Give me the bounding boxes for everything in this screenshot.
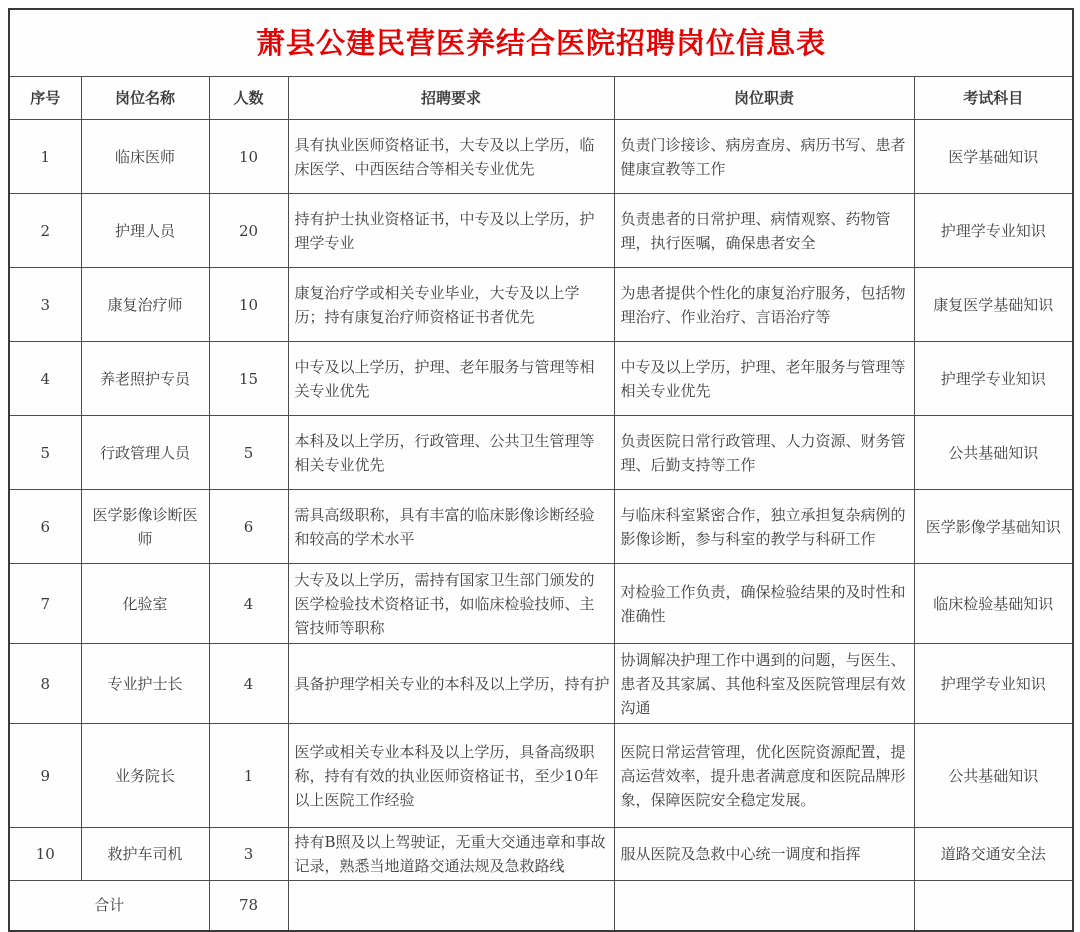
cell-requirements: 持有B照及以上驾驶证，无重大交通违章和事故记录，熟悉当地道路交通法规及急救路线 [288, 828, 614, 881]
cell-count: 10 [209, 120, 288, 194]
column-header-duties: 岗位职责 [614, 77, 914, 120]
column-header-position: 岗位名称 [81, 77, 209, 120]
cell-position: 医学影像诊断医师 [81, 490, 209, 564]
title-row [9, 9, 1073, 77]
total-label: 合计 [9, 881, 209, 931]
cell-duties: 为患者提供个性化的康复治疗服务，包括物理治疗、作业治疗、言语治疗等 [614, 268, 914, 342]
cell-no: 6 [9, 490, 81, 564]
cell-count: 4 [209, 564, 288, 644]
recruitment-table-page [8, 8, 1072, 932]
cell-count: 15 [209, 342, 288, 416]
table-row [9, 120, 1073, 194]
title-cell [9, 9, 1073, 77]
total-empty-exam [914, 881, 1073, 931]
cell-requirements: 康复治疗学或相关专业毕业，大专及以上学历；持有康复治疗师资格证书者优先 [288, 268, 614, 342]
cell-count: 10 [209, 268, 288, 342]
column-header-count: 人数 [209, 77, 288, 120]
table-row [9, 194, 1073, 268]
cell-no: 7 [9, 564, 81, 644]
cell-exam: 公共基础知识 [914, 416, 1073, 490]
cell-requirements: 具有执业医师资格证书，大专及以上学历，临床医学、中西医结合等相关专业优先 [288, 120, 614, 194]
total-empty-requirements [288, 881, 614, 931]
cell-position: 业务院长 [81, 724, 209, 828]
cell-requirements: 中专及以上学历，护理、老年服务与管理等相关专业优先 [288, 342, 614, 416]
cell-exam: 医学基础知识 [914, 120, 1073, 194]
cell-count: 20 [209, 194, 288, 268]
cell-exam: 护理学专业知识 [914, 342, 1073, 416]
cell-count: 3 [209, 828, 288, 881]
cell-exam: 医学影像学基础知识 [914, 490, 1073, 564]
cell-position: 护理人员 [81, 194, 209, 268]
cell-position: 行政管理人员 [81, 416, 209, 490]
cell-exam: 护理学专业知识 [914, 194, 1073, 268]
table-row [9, 828, 1073, 881]
cell-position: 救护车司机 [81, 828, 209, 881]
cell-no: 2 [9, 194, 81, 268]
cell-exam: 公共基础知识 [914, 724, 1073, 828]
cell-no: 1 [9, 120, 81, 194]
cell-no: 5 [9, 416, 81, 490]
cell-duties: 与临床科室紧密合作，独立承担复杂病例的影像诊断，参与科室的教学与科研工作 [614, 490, 914, 564]
cell-position: 养老照护专员 [81, 342, 209, 416]
cell-exam: 道路交通安全法 [914, 828, 1073, 881]
cell-no: 10 [9, 828, 81, 881]
cell-exam: 护理学专业知识 [914, 644, 1073, 724]
cell-count: 6 [209, 490, 288, 564]
total-row [9, 881, 1073, 931]
cell-no: 3 [9, 268, 81, 342]
cell-duties: 协调解决护理工作中遇到的问题，与医生、患者及其家属、其他科室及医院管理层有效沟通 [614, 644, 914, 724]
cell-count: 4 [209, 644, 288, 724]
page-title: 萧县公建民营医养结合医院招聘岗位信息表 [256, 26, 827, 60]
table-row [9, 724, 1073, 828]
cell-duties: 服从医院及急救中心统一调度和指挥 [614, 828, 914, 881]
table-row [9, 342, 1073, 416]
cell-duties: 中专及以上学历，护理、老年服务与管理等相关专业优先 [614, 342, 914, 416]
column-header-exam: 考试科目 [914, 77, 1073, 120]
table-row [9, 644, 1073, 724]
cell-position: 化验室 [81, 564, 209, 644]
cell-requirements: 持有护士执业资格证书，中专及以上学历，护理学专业 [288, 194, 614, 268]
cell-count: 1 [209, 724, 288, 828]
cell-count: 5 [209, 416, 288, 490]
cell-duties: 负责门诊接诊、病房查房、病历书写、患者健康宣教等工作 [614, 120, 914, 194]
table-row [9, 416, 1073, 490]
total-empty-duties [614, 881, 914, 931]
cell-requirements: 需具高级职称，具有丰富的临床影像诊断经验和较高的学术水平 [288, 490, 614, 564]
cell-exam: 康复医学基础知识 [914, 268, 1073, 342]
cell-no: 4 [9, 342, 81, 416]
cell-position: 专业护士长 [81, 644, 209, 724]
cell-position: 康复治疗师 [81, 268, 209, 342]
cell-requirements: 医学或相关专业本科及以上学历，具备高级职称，持有有效的执业医师资格证书，至少10年以上医院工作经验 [288, 724, 614, 828]
cell-duties: 负责患者的日常护理、病情观察、药物管理，执行医嘱，确保患者安全 [614, 194, 914, 268]
cell-duties: 对检验工作负责，确保检验结果的及时性和准确性 [614, 564, 914, 644]
total-count: 78 [209, 881, 288, 931]
cell-exam: 临床检验基础知识 [914, 564, 1073, 644]
cell-duties: 医院日常运营管理，优化医院资源配置，提高运营效率，提升患者满意度和医院品牌形象，保障医院安全稳定发展。 [614, 724, 914, 828]
table-row [9, 490, 1073, 564]
cell-duties: 负责医院日常行政管理、人力资源、财务管理、后勤支持等工作 [614, 416, 914, 490]
cell-requirements: 大专及以上学历，需持有国家卫生部门颁发的医学检验技术资格证书，如临床检验技师、主管技师等职称 [288, 564, 614, 644]
column-header-no: 序号 [9, 77, 81, 120]
cell-requirements: 具备护理学相关专业的本科及以上学历，持有护 [288, 644, 614, 724]
table-row [9, 268, 1073, 342]
header-row [9, 77, 1073, 120]
cell-no: 8 [9, 644, 81, 724]
cell-position: 临床医师 [81, 120, 209, 194]
recruitment-info-table [8, 8, 1074, 932]
column-header-requirements: 招聘要求 [288, 77, 614, 120]
table-row [9, 564, 1073, 644]
cell-no: 9 [9, 724, 81, 828]
cell-requirements: 本科及以上学历，行政管理、公共卫生管理等相关专业优先 [288, 416, 614, 490]
